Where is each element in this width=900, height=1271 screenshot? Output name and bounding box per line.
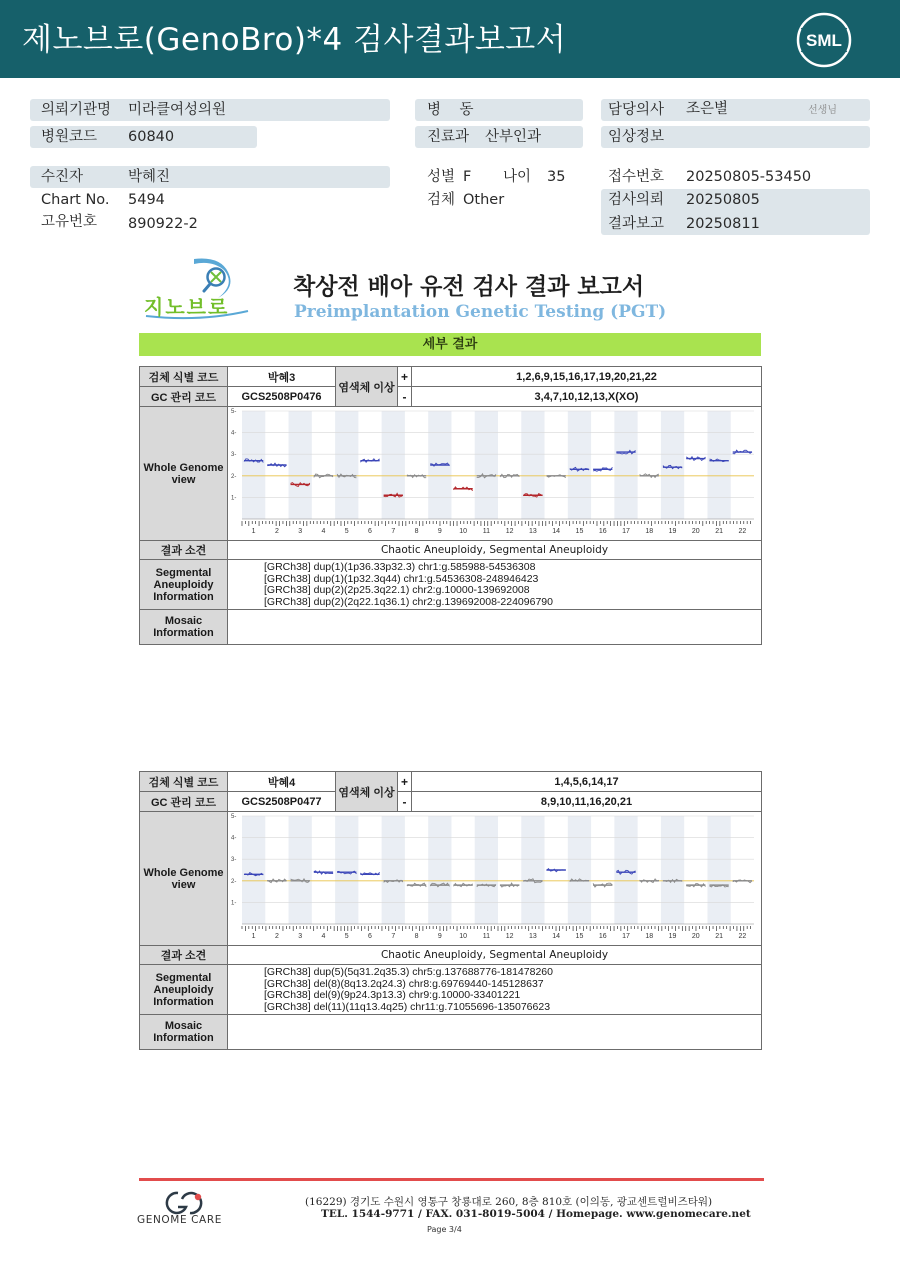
chromosome-band (335, 816, 358, 924)
chromosome-abnormal-header: 염색체 이상 (336, 367, 398, 407)
segmental-line: [GRCh38] del(11)(11q13.4q25) chr11:g.71055696-135076623 (264, 1000, 551, 1013)
genome-plot-cell (228, 812, 762, 946)
segmental-info (228, 560, 762, 610)
y-tick-label: 3- (231, 452, 237, 459)
chromosome-segment (733, 450, 752, 454)
x-tick-label: 20 (691, 528, 700, 535)
x-tick-label: 19 (668, 933, 677, 940)
chromosome-band (428, 816, 451, 924)
x-tick-label: 3 (298, 528, 303, 535)
chart-no-label: Chart No. (41, 192, 110, 208)
footer-address: (16229) 경기도 수원시 영통구 창룡대로 260, 8층 810호 (이의동, 광교센트럴비즈타워) (305, 1196, 713, 1208)
x-tick-label: 17 (622, 933, 630, 940)
x-tick-label: 15 (575, 933, 584, 940)
chromosome-segment (733, 880, 752, 883)
specimen-code-value: 박혜4 (228, 772, 336, 792)
x-tick-label: 15 (575, 528, 584, 535)
patient-name-label: 수진자 (41, 169, 84, 185)
genobro-logo-icon (140, 258, 252, 322)
x-tick-label: 1 (251, 933, 256, 940)
gc-code-header: GC 관리 코드 (140, 792, 228, 812)
chromosome-band (475, 411, 498, 519)
chromosome-band (661, 411, 684, 519)
chromosome-segment (593, 467, 612, 471)
result-finding-header: 결과 소견 (140, 946, 228, 965)
chromosome-segment (547, 869, 566, 872)
segmental-line: [GRCh38] del(8)(8q13.2q24.3) chr8:g.69769440-145128637 (264, 977, 544, 990)
chromosome-segment (314, 871, 333, 874)
segmental-line: [GRCh38] dup(2)(2p25.3q22.1) chr2:g.10000-139692008 (264, 584, 530, 596)
result-finding-header: 결과 소견 (140, 541, 228, 560)
chromosome-segment (407, 475, 426, 478)
report-header-title: 제노브로(GenoBro)*4 검사결과보고서 (22, 22, 567, 58)
footer-contact: TEL. 1544-9771 / FAX. 031-8019-5004 / Homepage. www.genomecare.net (321, 1208, 751, 1220)
patient-name-value: 박혜진 (128, 169, 171, 185)
x-tick-label: 2 (274, 933, 279, 940)
x-tick-label: 8 (414, 528, 419, 535)
x-tick-label: 4 (321, 528, 326, 535)
chromosome-segment (267, 879, 286, 883)
mosaic-header: Mosaic Information (140, 1015, 228, 1050)
chromosome-segment (547, 475, 566, 478)
x-tick-label: 12 (505, 933, 514, 940)
segmental-info (228, 965, 762, 1015)
mosaic-header: Mosaic Information (140, 610, 228, 645)
x-tick-label: 14 (552, 933, 561, 940)
specimen-code-value: 박혜3 (228, 367, 336, 387)
chromosome-segment (640, 879, 659, 883)
specimen-value: Other (463, 192, 505, 208)
chromosome-band (568, 816, 591, 924)
x-tick-label: 16 (598, 528, 607, 535)
plus-sign: + (398, 772, 412, 792)
ward-label: 병 동 (427, 102, 474, 118)
x-tick-label: 22 (738, 528, 747, 535)
footer-company: GENOME CARE (137, 1214, 222, 1226)
chromosome-segment (500, 883, 519, 887)
chromosome-segment (360, 872, 379, 875)
segmental-line: [GRCh38] dup(2)(2q22.1q36.1) chr2:g.139692008-224096790 (264, 595, 553, 608)
x-tick-label: 18 (645, 933, 654, 940)
x-tick-label: 20 (691, 933, 700, 940)
result-finding-value: Chaotic Aneuploidy, Segmental Aneuploidy (228, 946, 762, 965)
institution-label: 의뢰기관명 (41, 102, 112, 118)
chromosome-band (661, 816, 684, 924)
report-date-label: 결과보고 (608, 216, 665, 232)
genome-view-header: Whole Genome view (140, 812, 228, 946)
specimen-code-header: 검체 식별 코드 (140, 772, 228, 792)
segmental-header: Segmental Aneuploidy Information (140, 560, 228, 610)
chromosome-segment (407, 883, 426, 887)
minus-sign: - (398, 792, 412, 812)
request-date-value: 20250805 (686, 192, 760, 208)
age-value: 35 (547, 169, 566, 185)
chromosome-segment (593, 883, 612, 887)
chromosome-band (335, 411, 358, 519)
x-tick-label: 13 (529, 933, 537, 940)
gain-chromosomes: 1,4,5,6,14,17 (412, 772, 762, 792)
dept-label: 진료과 (427, 129, 470, 145)
plus-sign: + (398, 367, 412, 387)
chromosome-segment (453, 487, 472, 491)
y-tick-label: 3- (231, 857, 237, 864)
x-tick-label: 9 (437, 933, 442, 940)
id-no-value: 890922-2 (128, 216, 198, 232)
gc-code-value: GCS2508P0476 (228, 387, 336, 407)
chromosome-band (289, 816, 312, 924)
chromosome-band (242, 816, 265, 924)
genome-plot-1 (228, 407, 760, 537)
result-table-sample-2 (139, 771, 762, 1050)
page-number: Page 3/4 (427, 1225, 462, 1234)
chromosome-band (382, 411, 405, 519)
section-detail-results: 세부 결과 (139, 333, 761, 356)
x-tick-label: 22 (738, 933, 747, 940)
gc-code-value: GCS2508P0477 (228, 792, 336, 812)
sml-logo-text: SML (806, 31, 842, 50)
y-tick-label: 5- (231, 409, 237, 415)
x-tick-label: 3 (298, 933, 303, 940)
x-tick-label: 11 (482, 933, 491, 940)
x-tick-label: 19 (668, 528, 677, 535)
x-tick-label: 21 (715, 933, 723, 940)
chromosome-band (289, 411, 312, 519)
result-table-sample-1 (139, 366, 762, 645)
chromosome-band (242, 411, 265, 519)
mosaic-value (228, 610, 762, 645)
segmental-line: [GRCh38] dup(5)(5q31.2q35.3) chr5:g.137688776-181478260 (264, 966, 553, 978)
loss-chromosomes: 3,4,7,10,12,13,X(XO) (412, 387, 762, 407)
x-tick-label: 5 (344, 933, 349, 940)
chromosome-segment (267, 463, 286, 467)
chromosome-band (707, 816, 730, 924)
y-tick-label: 2- (231, 473, 237, 480)
x-tick-label: 12 (505, 528, 514, 535)
specimen-label: 검체 (427, 192, 456, 208)
genome-view-header: Whole Genome view (140, 407, 228, 541)
sml-logo-icon (796, 12, 852, 68)
info-bar-patient (30, 166, 390, 188)
segmental-line: [GRCh38] dup(1)(1p36.33p32.3) chr1:g.585988-54536308 (264, 561, 536, 573)
doctor-suffix: 선생님 (808, 105, 837, 116)
minus-sign: - (398, 387, 412, 407)
age-label: 나이 (503, 169, 532, 185)
chromosome-band (521, 411, 544, 519)
x-tick-label: 18 (645, 528, 654, 535)
receipt-label: 접수번호 (608, 169, 665, 185)
receipt-value: 20250805-53450 (686, 169, 812, 185)
segmental-line: [GRCh38] del(9)(9p24.3p13.3) chr9:g.10000-33401221 (264, 989, 521, 1001)
chromosome-band (521, 816, 544, 924)
chromosome-segment (686, 884, 705, 887)
chromosome-segment (640, 474, 659, 478)
id-no-label: 고유번호 (41, 214, 98, 230)
x-tick-label: 5 (344, 528, 349, 535)
genome-care-logo-icon (162, 1189, 206, 1217)
segmental-line: [GRCh38] dup(1)(1p32.3q44) chr1:g.54536308-248946423 (264, 572, 539, 585)
mosaic-value (228, 1015, 762, 1050)
chromosome-segment (500, 474, 519, 477)
chromosome-segment (360, 459, 379, 462)
x-tick-label: 9 (437, 528, 442, 535)
sex-value: F (463, 169, 472, 185)
chromosome-band (475, 816, 498, 924)
chart-no-value: 5494 (128, 192, 165, 208)
institution-value: 미라클여성의원 (128, 102, 227, 118)
x-tick-label: 7 (391, 528, 396, 535)
gc-code-header: GC 관리 코드 (140, 387, 228, 407)
x-tick-label: 11 (482, 528, 491, 535)
genome-plot-cell (228, 407, 762, 541)
report-date-value: 20250811 (686, 216, 760, 232)
report-subtitle: Preimplantation Genetic Testing (PGT) (294, 302, 667, 322)
report-title: 착상전 배아 유전 검사 결과 보고서 (293, 274, 645, 300)
x-tick-label: 6 (368, 528, 372, 535)
x-tick-label: 17 (622, 528, 630, 535)
chromosome-segment (453, 883, 472, 886)
chromosome-band (707, 411, 730, 519)
specimen-code-header: 검체 식별 코드 (140, 367, 228, 387)
x-tick-label: 13 (529, 528, 537, 535)
segmental-header: Segmental Aneuploidy Information (140, 965, 228, 1015)
x-tick-label: 14 (552, 528, 561, 535)
sex-label: 성별 (427, 169, 456, 185)
x-tick-label: 8 (414, 933, 419, 940)
result-finding-value: Chaotic Aneuploidy, Segmental Aneuploidy (228, 541, 762, 560)
doctor-label: 담당의사 (608, 102, 665, 118)
x-tick-label: 10 (459, 933, 467, 940)
x-tick-label: 6 (368, 933, 372, 940)
y-tick-label: 1- (231, 495, 237, 502)
y-tick-label: 1- (231, 900, 237, 907)
loss-chromosomes: 8,9,10,11,16,20,21 (412, 792, 762, 812)
request-date-label: 검사의뢰 (608, 192, 665, 208)
footer-divider (139, 1178, 764, 1181)
genome-plot-2 (228, 812, 760, 942)
y-tick-label: 5- (231, 814, 237, 820)
chromosome-band (568, 411, 591, 519)
chromosome-band (614, 411, 637, 519)
x-tick-label: 10 (459, 528, 467, 535)
x-tick-label: 1 (251, 528, 256, 535)
gain-chromosomes: 1,2,6,9,15,16,17,19,20,21,22 (412, 367, 762, 387)
x-tick-label: 21 (715, 528, 723, 535)
x-tick-label: 7 (391, 933, 396, 940)
y-tick-label: 4- (231, 835, 237, 842)
x-tick-label: 4 (321, 933, 326, 940)
genobro-logo-text: 지노브로 (144, 295, 230, 319)
doctor-value: 조은별 (686, 101, 729, 117)
x-tick-label: 16 (598, 933, 607, 940)
y-tick-label: 2- (231, 878, 237, 885)
chromosome-band (382, 816, 405, 924)
clinical-label: 임상정보 (608, 129, 665, 145)
chromosome-segment (314, 474, 333, 478)
chromosome-abnormal-header: 염색체 이상 (336, 772, 398, 812)
chromosome-segment (686, 457, 705, 461)
dept-value: 산부인과 (485, 129, 542, 145)
hospital-code-value: 60840 (128, 129, 175, 145)
hospital-code-label: 병원코드 (41, 129, 98, 145)
x-tick-label: 2 (274, 528, 279, 535)
y-tick-label: 4- (231, 430, 237, 437)
